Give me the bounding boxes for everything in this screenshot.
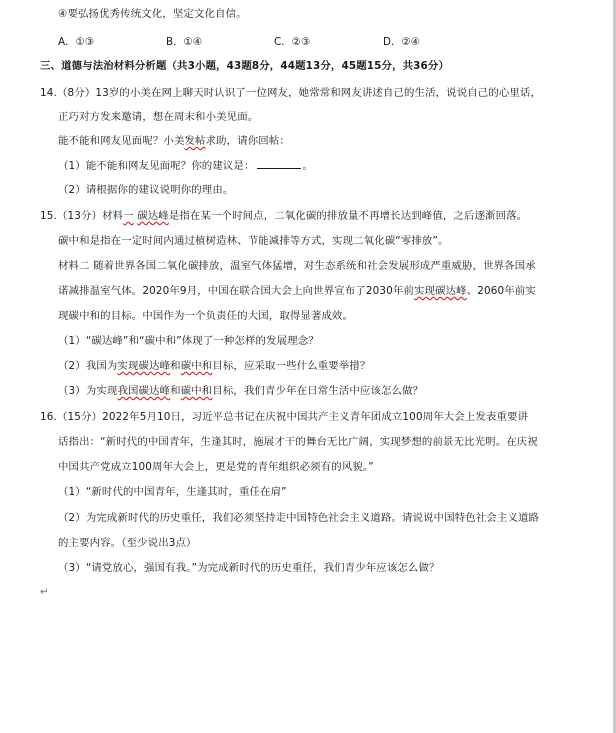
choice-b: B．①④ xyxy=(166,36,203,48)
q15-line4-wavy: 实现碳达峰 xyxy=(413,285,467,297)
q16-sub2-line1: （2）为完成新时代的历史重任，我们必须坚持走中国特色社会主义道路。请说说中国特色社会主义道路 xyxy=(58,512,540,524)
q14-line2: 正巧对方发来邀请，想在周末和小美见面。 xyxy=(58,111,259,123)
section-heading: 三、道德与法治材料分析题（共3小题，43题8分，44题13分，45题15分，共36分） xyxy=(40,60,449,72)
intro-line: ④要弘扬优秀传统文化，坚定文化自信。 xyxy=(58,8,247,20)
q14-line3-wavy: 发帖 xyxy=(184,135,206,147)
q16-line2: 话指出：“新时代的中国青年，生逢其时，施展才干的舞台无比广阔，实现梦想的前景无比光明。在庆祝 xyxy=(58,436,538,448)
q14-line3-pre: 能不能和网友见面呢？小美 xyxy=(58,135,185,147)
choice-d: D．②④ xyxy=(383,36,421,48)
q15-sub2-wavy2: 碳中和 xyxy=(180,360,213,372)
q16-sub1: （1）“新时代的中国青年，生逢其时，重任在肩” xyxy=(58,486,287,498)
q16-line3: 中国共产党成立100周年大会上，更是党的青年组织必须有的风貌。” xyxy=(58,461,374,473)
q15-line1-post: 是指在某一个时间点，二氧化碳的排放量不再增长达到峰值，之后逐渐回落。 xyxy=(168,210,528,222)
q14-line3 xyxy=(58,134,290,148)
q14-sub2: （2）请根据你的建议说明你的理由。 xyxy=(58,184,234,196)
q15-line4 xyxy=(58,284,536,298)
q15-sub2-wavy1: 实现碳达峰 xyxy=(117,360,171,372)
q16-sub2-line2: 的主要内容。（至少说出3点） xyxy=(58,537,197,549)
q15-line3: 材料二 随着世界各国二氧化碳排放，温室气体猛增，对生态系统和社会发展形成严重威胁，世界各国承 xyxy=(58,260,536,272)
q15-line4-post: 、2060年前实 xyxy=(466,285,536,297)
q15-sub2-post: 目标，应采取一些什么重要举措？ xyxy=(212,360,371,372)
q14-line3-post: 求助，请你回帖： xyxy=(205,135,290,147)
q15-line1-pre: 15.（13分）材料 xyxy=(40,210,124,222)
q15-sub3-wavy2: 碳中和 xyxy=(180,385,213,397)
answer-blank[interactable] xyxy=(257,158,301,169)
q14-sub1 xyxy=(58,158,313,173)
q15-line4-pre: 诺减排温室气体。2020年9月，中国在联合国大会上向世界宣布了2030年前 xyxy=(58,285,414,297)
q14-sub1-post: 。 xyxy=(302,160,314,172)
q15-sub3-mid: 和 xyxy=(170,385,181,397)
choice-c: C．②③ xyxy=(274,36,311,48)
q15-sub3-pre: （3）为实现 xyxy=(58,385,118,397)
q15-sub1: （1）“碳达峰”和“碳中和”体现了一种怎样的发展理念？ xyxy=(58,335,319,347)
paragraph-end-mark: ↵ xyxy=(40,586,49,598)
q15-line2: 碳中和是指在一定时间内通过植树造林、节能减排等方式，实现二氧化碳“零排放”。 xyxy=(58,235,449,247)
q14-sub1-pre: （1）能不能和网友见面呢？你的建议是： xyxy=(58,160,255,172)
q15-line1-wavy2: 碳达峰 xyxy=(137,210,169,222)
q15-sub3-wavy1: 我国碳达峰 xyxy=(117,385,171,397)
q15-line5: 现碳中和的目标。中国作为一个负责任的大国，取得显著成效。 xyxy=(58,310,354,322)
q15-sub2 xyxy=(58,359,370,373)
q15-sub2-pre: （2）我国为 xyxy=(58,360,118,372)
q16-sub3: （3）“请党放心，强国有我。”为完成新时代的历史重任，我们青少年应该怎么做？ xyxy=(58,562,440,574)
q16-line1: 16.（15分）2022年5月10日，习近平总书记在庆祝中国共产主义青年团成立100周年大会上发表重要讲 xyxy=(40,411,529,423)
q15-sub2-mid: 和 xyxy=(170,360,181,372)
q15-sub3-post: 目标，我们青少年在日常生活中应该怎么做？ xyxy=(212,385,424,397)
choice-a: A．①③ xyxy=(58,36,95,48)
q15-line1-wavy1: 一 xyxy=(123,210,134,222)
q15-line1 xyxy=(40,209,527,223)
q14-line1: 14.（8分）13岁的小美在网上聊天时认识了一位网友，她常常和网友讲述自己的生活，说说自己的心里话， xyxy=(40,87,542,99)
q15-sub3 xyxy=(58,384,423,398)
